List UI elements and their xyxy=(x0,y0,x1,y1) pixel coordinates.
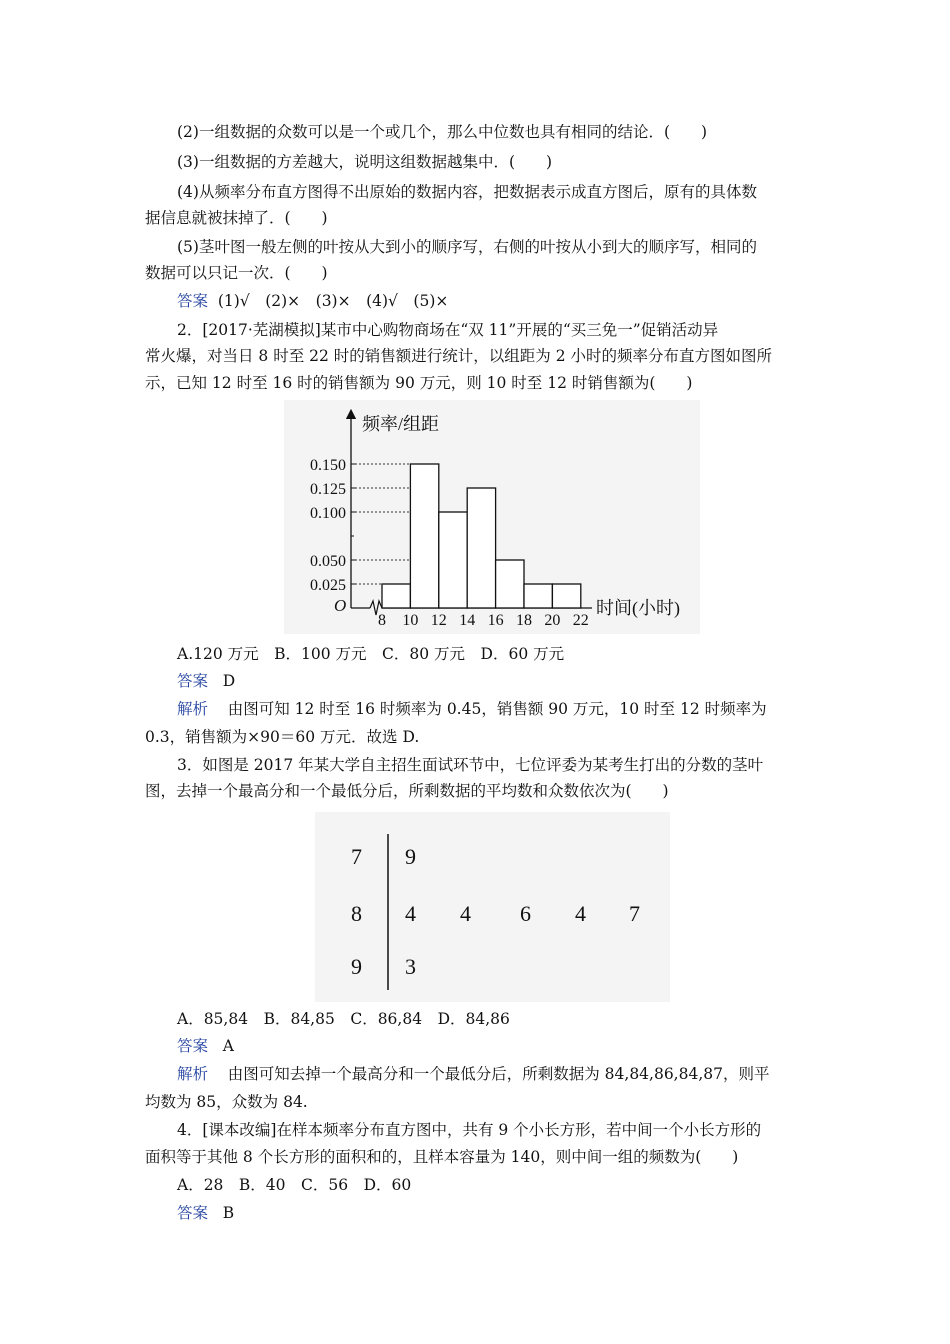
frequency-histogram xyxy=(284,400,700,634)
q4-stem-line2: 面积等于其他 8 个长方形的面积和的，且样本容量为 140，则中间一组的频数为( ) xyxy=(145,1148,739,1166)
x-tick-label: 16 xyxy=(487,612,504,629)
q2-stem-line1: 2．[2017·芜湖模拟]某市中心购物商场在“双 11”开展的“买三免一”促销活动异 xyxy=(177,321,719,339)
q3-analysis-line2: 均数为 85，众数为 84. xyxy=(145,1093,308,1111)
q1-item-5-line2: 数据可以只记一次．( ) xyxy=(145,264,328,282)
q1-item-4-line2: 据信息就被抹掉了．( ) xyxy=(145,209,328,227)
q2-stem-line2: 常火爆，对当日 8 时至 22 时的销售额进行统计，以组距为 2 小时的频率分布直方图如图所 xyxy=(145,347,773,365)
q2-analysis-line1 xyxy=(177,699,767,719)
histogram-bar xyxy=(552,584,580,608)
histogram-bar xyxy=(439,512,467,608)
leaf-value: 9 xyxy=(405,844,416,869)
q2-analysis-line2: 0.3，销售额为×90＝60 万元．故选 D. xyxy=(145,728,420,746)
x-tick-label: 12 xyxy=(430,612,447,629)
stem-value: 8 xyxy=(351,901,362,926)
stem-value: 7 xyxy=(351,844,362,869)
x-tick-label: 20 xyxy=(544,612,561,629)
x-tick-label: 14 xyxy=(459,612,476,629)
q3-answer xyxy=(177,1036,234,1056)
answer-value: A xyxy=(222,1037,234,1055)
q3-stem-line2: 图，去掉一个最高分和一个最低分后，所剩数据的平均数和众数依次为( ) xyxy=(145,782,669,800)
stem-leaf-figure xyxy=(315,812,670,1002)
histogram-figure xyxy=(284,400,700,634)
leaf-value: 6 xyxy=(520,901,531,926)
leaf-value: 4 xyxy=(405,901,416,926)
analysis-text: 由图可知去掉一个最高分和一个最低分后，所剩数据为 84,84,86,84,87，则平 xyxy=(227,1065,770,1083)
y-axis-label: 频率/组距 xyxy=(362,414,440,434)
histogram-bar xyxy=(410,464,438,608)
leaf-value: 3 xyxy=(405,954,416,979)
histogram-bar xyxy=(467,488,495,608)
q1-item-5-line1: (5)茎叶图一般左侧的叶按从大到小的顺序写，右侧的叶按从小到大的顺序写，相同的 xyxy=(177,238,757,256)
y-tick-label: 0.025 xyxy=(310,577,346,594)
answer-value: B xyxy=(222,1204,235,1222)
leaf-value: 7 xyxy=(629,901,640,926)
stem-value: 9 xyxy=(351,954,362,979)
x-tick-label: 8 xyxy=(378,612,386,629)
q2-stem-line3: 示，已知 12 时至 16 时的销售额为 90 万元，则 10 时至 12 时销售额为( ) xyxy=(145,374,693,392)
q1-item-3: (3)一组数据的方差越大，说明这组数据越集中．( ) xyxy=(177,153,553,171)
q2-options: A.120 万元 B．100 万元 C．80 万元 D．60 万元 xyxy=(177,645,565,663)
analysis-label: 解析 xyxy=(177,1065,209,1083)
q3-stem-line1: 3．如图是 2017 年某大学自主招生面试环节中，七位评委为某考生打出的分数的茎叶 xyxy=(177,756,764,774)
analysis-text: 由图可知 12 时至 16 时频率为 0.45，销售额 90 万元，10 时至 12 时频率为 xyxy=(227,700,767,718)
q1-item-2: (2)一组数据的众数可以是一个或几个，那么中位数也具有相同的结论．( ) xyxy=(177,123,708,141)
q4-answer xyxy=(177,1203,234,1223)
answer-value: (1)√ (2)× (3)× (4)√ (5)× xyxy=(217,292,449,310)
q4-stem-line1: 4．[课本改编]在样本频率分布直方图中，共有 9 个小长方形，若中间一个小长方形的 xyxy=(177,1121,762,1139)
answer-value: D xyxy=(222,672,236,690)
y-tick-label: 0.125 xyxy=(310,481,346,498)
q1-item-4-line1: (4)从频率分布直方图得不出原始的数据内容，把数据表示成直方图后，原有的具体数 xyxy=(177,183,757,201)
histogram-bar xyxy=(496,560,524,608)
x-tick-label: 22 xyxy=(572,612,589,629)
q3-analysis-line1 xyxy=(177,1064,770,1084)
x-tick-label: 18 xyxy=(516,612,532,629)
q2-answer xyxy=(177,671,235,691)
x-axis-label: 时间(小时) xyxy=(596,598,680,618)
q3-options: A．85,84 B．84,85 C．86,84 D．84,86 xyxy=(177,1010,510,1028)
y-tick-label: 0.050 xyxy=(310,553,346,570)
q4-options: A．28 B．40 C．56 D．60 xyxy=(177,1176,412,1194)
stem-leaf-plot xyxy=(315,812,670,1002)
histogram-bar xyxy=(524,584,552,608)
analysis-label: 解析 xyxy=(177,700,209,718)
origin-label: O xyxy=(334,596,347,615)
answer-label: 答案 xyxy=(177,292,209,310)
leaf-value: 4 xyxy=(460,901,471,926)
y-tick-label: 0.150 xyxy=(310,457,346,474)
q1-answer xyxy=(177,291,448,311)
x-tick-label: 10 xyxy=(402,612,419,629)
answer-label: 答案 xyxy=(177,1037,209,1055)
answer-label: 答案 xyxy=(177,672,209,690)
y-tick-label: 0.100 xyxy=(310,505,346,522)
histogram-bar xyxy=(382,584,410,608)
leaf-value: 4 xyxy=(575,901,586,926)
answer-label: 答案 xyxy=(177,1204,209,1222)
